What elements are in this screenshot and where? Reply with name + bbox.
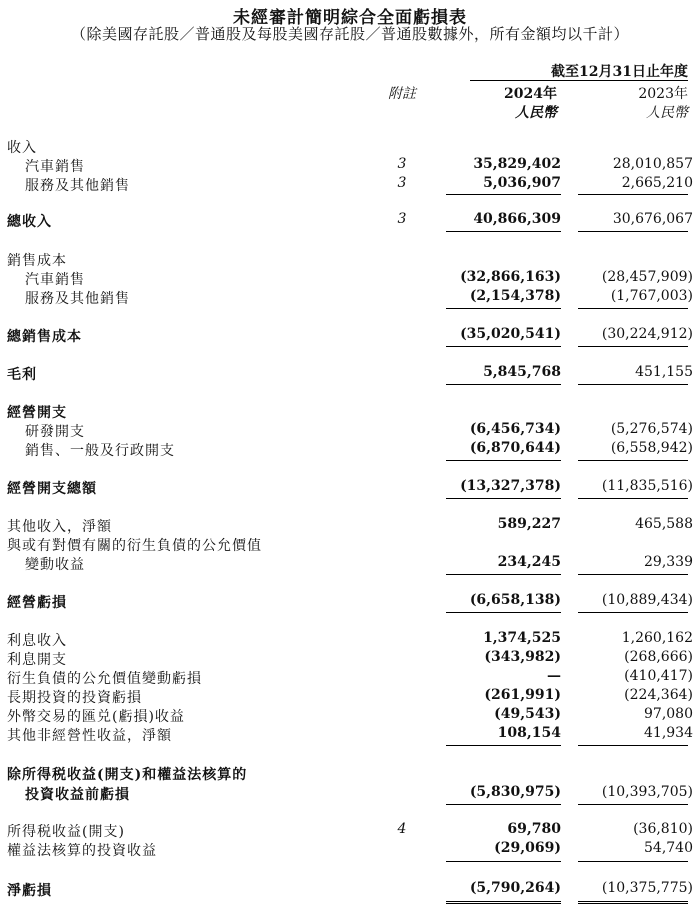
row-pretax-loss-line1 [0, 764, 700, 784]
total-line [578, 498, 688, 499]
row-label: 總銷售成本 [7, 329, 82, 345]
row-value-2023: 41,934 [644, 725, 693, 741]
row-investment-loss [0, 687, 700, 707]
row-label: 除所得税收益(開支)和權益法核算的 [7, 767, 248, 783]
row-value-2024: 234,245 [497, 554, 561, 570]
subtotal-line [578, 460, 688, 461]
row-label: 總收入 [7, 214, 52, 230]
year-2023-heading: 2023年 [638, 86, 688, 102]
row-cost-services [0, 288, 700, 308]
row-label: 所得税收益(開支) [7, 824, 125, 840]
row-equity-method-income [0, 840, 700, 860]
row-label: 收入 [7, 140, 37, 156]
row-value-2024: (29,069) [494, 840, 561, 856]
row-value-2023: (5,276,574) [610, 421, 693, 437]
row-value-2024: (343,982) [484, 649, 561, 665]
statement-subtitle: （除美國存託股／普通股及每股美國存託股／普通股數據外，所有金額均以千計） [70, 25, 629, 43]
row-revenue-heading [0, 137, 700, 157]
row-value-2023: (6,558,942) [610, 440, 693, 456]
period-underline [470, 80, 688, 81]
row-value-2024: 5,845,768 [483, 364, 561, 380]
row-label: 銷售成本 [7, 253, 67, 269]
row-value-2024: (6,870,644) [469, 440, 561, 456]
row-value-2024: (2,154,378) [469, 288, 561, 304]
row-label: 投資收益前虧損 [25, 787, 130, 803]
row-label: 利息開支 [7, 652, 67, 668]
row-label: 汽車銷售 [25, 272, 85, 288]
row-value-2024: (5,830,975) [469, 784, 561, 800]
row-label: 其他非經營性收益，淨額 [7, 728, 172, 744]
currency-2023-heading: 人民幣 [646, 105, 688, 121]
row-total-revenue [0, 211, 700, 231]
row-value-2023: 465,588 [635, 516, 693, 532]
total-line [446, 346, 561, 347]
total-line [578, 384, 688, 385]
total-line [446, 612, 561, 613]
row-net-loss [0, 880, 700, 900]
row-value-2023: (30,224,912) [601, 326, 693, 342]
row-derivative-gain-line1 [0, 535, 700, 555]
row-value-2024: (6,658,138) [469, 592, 561, 608]
total-line [446, 498, 561, 499]
row-value-2023: 97,080 [644, 706, 693, 722]
row-value-2023: 2,665,210 [621, 175, 693, 191]
row-value-2023: (10,889,434) [601, 592, 693, 608]
row-interest-expense [0, 649, 700, 669]
subtotal-line [446, 745, 561, 746]
note-column-heading: 附註 [388, 86, 416, 102]
row-label: 衍生負債的公允價值變動虧損 [7, 671, 202, 687]
row-value-2024: (49,543) [494, 706, 561, 722]
row-label: 經營虧損 [7, 595, 67, 611]
subtotal-line [578, 861, 688, 862]
row-value-2024: 108,154 [497, 725, 561, 741]
row-revenue-services [0, 175, 700, 195]
year-2024-heading: 2024年 [504, 86, 557, 102]
row-derivative-gain-line2 [0, 554, 700, 574]
row-label: 服務及其他銷售 [25, 178, 130, 194]
row-label: 研發開支 [25, 424, 85, 440]
row-rd-expenses [0, 421, 700, 441]
row-label: 其他收入，淨額 [7, 519, 112, 535]
row-note: 4 [397, 821, 407, 837]
subtotal-line [578, 745, 688, 746]
row-other-non-operating [0, 725, 700, 745]
row-value-2023: 30,676,067 [612, 211, 693, 227]
row-label: 淨虧損 [7, 883, 52, 899]
row-label: 經營開支 [7, 405, 67, 421]
row-value-2023: (410,417) [624, 668, 693, 684]
row-opex-heading [0, 402, 700, 422]
row-note: 3 [397, 175, 407, 191]
row-label: 與或有對價有關的衍生負債的公允價值 [7, 538, 262, 554]
row-value-2023: (268,666) [624, 649, 693, 665]
row-value-2023: (28,457,909) [601, 269, 693, 285]
row-value-2024: (5,790,264) [469, 880, 561, 896]
row-cost-heading [0, 250, 700, 270]
net-loss-double-line [446, 901, 561, 904]
row-value-2024: (32,866,163) [460, 269, 561, 285]
row-value-2023: 54,740 [644, 840, 693, 856]
row-sga-expenses [0, 440, 700, 460]
subtotal-line [446, 194, 561, 195]
row-label: 利息收入 [7, 633, 67, 649]
row-fx-gain-loss [0, 706, 700, 726]
total-line [446, 384, 561, 385]
period-heading: 截至12月31日止年度 [551, 64, 688, 80]
subtotal-line [446, 861, 561, 862]
total-line [578, 231, 688, 232]
row-value-2023: (10,393,705) [601, 784, 693, 800]
subtotal-line [578, 574, 688, 575]
row-value-2024: 1,374,525 [483, 630, 561, 646]
total-line [578, 346, 688, 347]
row-gross-profit [0, 364, 700, 384]
row-value-2023: (1,767,003) [610, 288, 693, 304]
row-value-2023: (224,364) [624, 687, 693, 703]
row-value-2023: 451,155 [635, 364, 693, 380]
row-label: 經營開支總額 [7, 481, 97, 497]
total-line [578, 804, 688, 805]
total-line [446, 804, 561, 805]
row-value-2023: (10,375,775) [601, 880, 693, 896]
row-label: 外幣交易的匯兑(虧損)收益 [7, 709, 185, 725]
row-value-2024: (6,456,734) [469, 421, 561, 437]
row-value-2023: 28,010,857 [612, 156, 693, 172]
row-value-2024: 40,866,309 [473, 211, 561, 227]
row-value-2024: (35,020,541) [460, 326, 561, 342]
statement-title: 未經審計簡明綜合全面虧損表 [233, 8, 467, 28]
row-derivative-fv-loss [0, 668, 700, 688]
row-other-income [0, 516, 700, 536]
subtotal-line [578, 308, 688, 309]
total-line [446, 231, 561, 232]
row-note: 3 [397, 211, 407, 227]
row-label: 長期投資的投資虧損 [7, 690, 142, 706]
row-operating-loss [0, 592, 700, 612]
subtotal-line [446, 460, 561, 461]
subtotal-line [578, 194, 688, 195]
row-label: 汽車銷售 [25, 159, 85, 175]
row-label: 服務及其他銷售 [25, 291, 130, 307]
row-total-cost [0, 326, 700, 346]
row-value-2024: (261,991) [484, 687, 561, 703]
row-label: 銷售、一般及行政開支 [25, 443, 175, 459]
row-value-2023: (11,835,516) [601, 478, 693, 494]
subtotal-line [446, 308, 561, 309]
row-label: 毛利 [7, 367, 37, 383]
currency-2024-heading: 人民幣 [515, 105, 557, 121]
row-revenue-vehicle [0, 156, 700, 176]
row-cost-vehicle [0, 269, 700, 289]
net-loss-double-line [578, 901, 688, 904]
row-pretax-loss-line2 [0, 784, 700, 804]
row-value-2024: 69,780 [507, 821, 561, 837]
row-value-2024: 5,036,907 [483, 175, 561, 191]
row-label: 變動收益 [25, 557, 85, 573]
row-value-2023: (36,810) [633, 821, 693, 837]
row-total-opex [0, 478, 700, 498]
row-note: 3 [397, 156, 407, 172]
row-value-2024: — [547, 668, 561, 684]
row-value-2024: (13,327,378) [460, 478, 561, 494]
row-interest-income [0, 630, 700, 650]
row-value-2024: 589,227 [497, 516, 561, 532]
row-income-tax [0, 821, 700, 841]
row-label: 權益法核算的投資收益 [7, 843, 157, 859]
row-value-2024: 35,829,402 [473, 156, 561, 172]
row-value-2023: 29,339 [644, 554, 693, 570]
total-line [578, 612, 688, 613]
row-value-2023: 1,260,162 [621, 630, 693, 646]
subtotal-line [446, 574, 561, 575]
